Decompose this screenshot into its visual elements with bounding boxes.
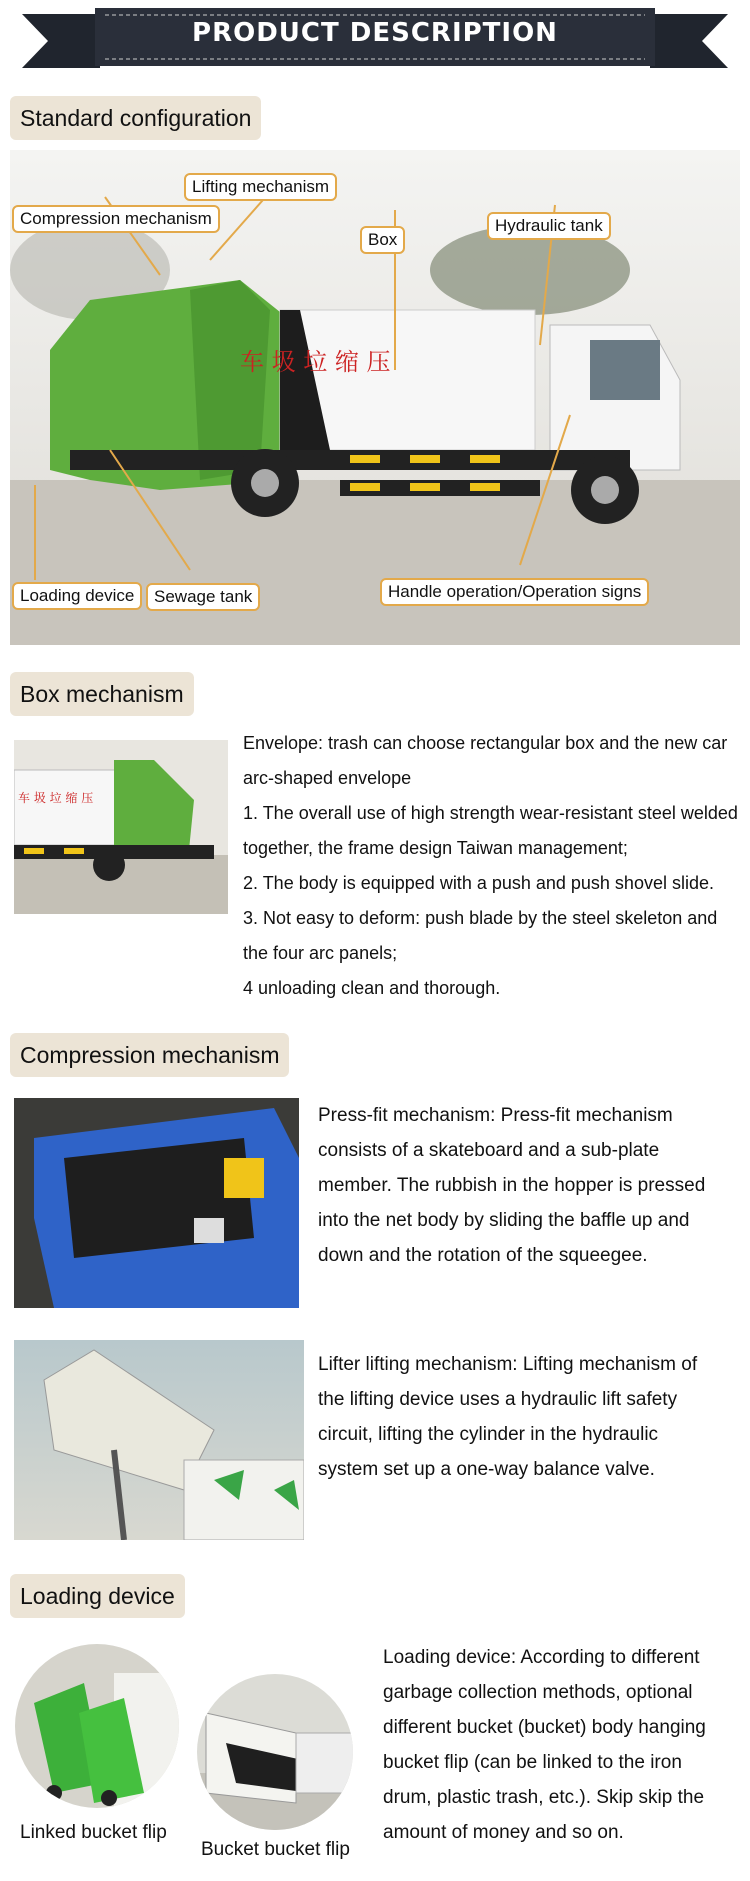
linked-bucket-photo <box>14 1643 180 1809</box>
loading-line: bucket flip (can be linked to the iron <box>383 1752 682 1773</box>
box-line: arc-shaped envelope <box>243 768 412 788</box>
callout-hydraulic: Hydraulic tank <box>487 212 611 240</box>
callout-compression: Compression mechanism <box>12 205 220 233</box>
loading-line: amount of money and so on. <box>383 1822 624 1843</box>
banner-title: PRODUCT DESCRIPTION <box>192 18 558 48</box>
lifter-line: system set up a one-way balance valve. <box>318 1459 655 1480</box>
press-fit-line: into the net body by sliding the baffle up and <box>318 1210 690 1231</box>
box-line: Envelope: trash can choose rectangular box and the new car <box>243 733 728 753</box>
section-title-compression: Compression mechanism <box>10 1033 289 1077</box>
loading-line: garbage collection methods, optional <box>383 1682 693 1703</box>
box-mechanism-photo <box>14 740 228 914</box>
box-line: together, the frame design Taiwan management; <box>243 838 628 858</box>
truck-lettering-small: 车 圾 垃 缩 压 <box>18 791 94 805</box>
lifter-text <box>318 1347 743 1487</box>
press-fit-line: Press-fit mechanism: Press-fit mechanism <box>318 1105 673 1126</box>
lifter-line: circuit, lifting the cylinder in the hydraulic <box>318 1424 659 1445</box>
callout-handle: Handle operation/Operation signs <box>380 578 649 606</box>
caption-linked-bucket: Linked bucket flip <box>20 1822 167 1843</box>
box-mechanism-text <box>243 726 743 1006</box>
callout-box: Box <box>360 226 405 254</box>
press-fit-line: member. The rubbish in the hopper is pressed <box>318 1175 706 1196</box>
lifter-photo <box>14 1340 304 1540</box>
lifter-line: the lifting device uses a hydraulic lift safety <box>318 1389 678 1410</box>
callout-loading: Loading device <box>12 582 142 610</box>
press-fit-photo <box>14 1098 299 1308</box>
section-title-box: Box mechanism <box>10 672 194 716</box>
section-title-standard: Standard configuration <box>10 96 261 140</box>
section-title-loading: Loading device <box>10 1574 185 1618</box>
press-fit-line: consists of a skateboard and a sub-plate <box>318 1140 660 1161</box>
box-line: the four arc panels; <box>243 943 398 963</box>
box-line: 2. The body is equipped with a push and push shovel slide. <box>243 873 714 893</box>
callout-lifting: Lifting mechanism <box>184 173 337 201</box>
press-fit-text <box>318 1098 743 1273</box>
box-line: 4 unloading clean and thorough. <box>243 978 501 998</box>
press-fit-line: down and the rotation of the squeegee. <box>318 1245 648 1266</box>
loading-line: different bucket (bucket) body hanging <box>383 1717 706 1738</box>
loading-line: drum, plastic trash, etc.). Skip skip the <box>383 1787 705 1808</box>
caption-bucket-flip: Bucket bucket flip <box>201 1839 350 1860</box>
box-line: 1. The overall use of high strength wear-resistant steel welded <box>243 803 738 823</box>
loading-device-text <box>383 1640 743 1850</box>
bucket-flip-photo <box>196 1673 354 1831</box>
loading-line: Loading device: According to different <box>383 1647 700 1668</box>
truck-lettering: 车 圾 垃 缩 压 <box>240 348 391 376</box>
box-line: 3. Not easy to deform: push blade by the steel skeleton and <box>243 908 718 928</box>
callout-sewage: Sewage tank <box>146 583 260 611</box>
lifter-line: Lifter lifting mechanism: Lifting mechanism of <box>318 1354 698 1375</box>
